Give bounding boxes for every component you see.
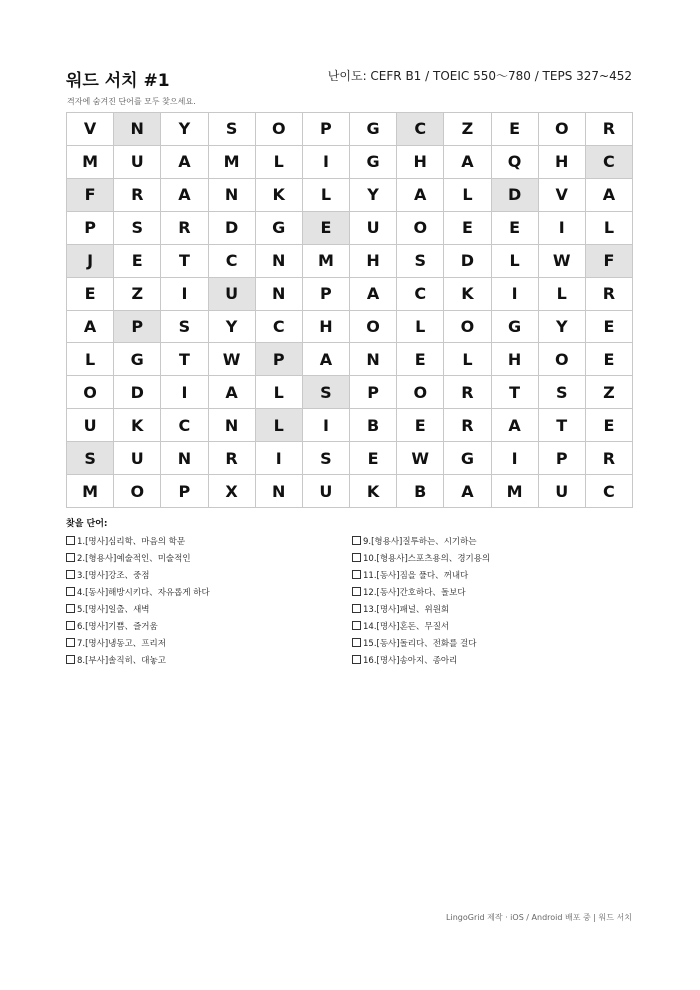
grid-cell[interactable]: A xyxy=(161,146,208,179)
grid-cell[interactable]: B xyxy=(397,475,444,508)
grid-cell[interactable]: N xyxy=(209,179,256,212)
grid-cell[interactable]: Y xyxy=(161,113,208,146)
clue-item xyxy=(66,549,352,566)
checkbox-icon[interactable] xyxy=(352,604,361,613)
grid-cell[interactable]: A xyxy=(303,343,350,376)
grid-cell[interactable]: C xyxy=(209,245,256,278)
grid-cell[interactable]: H xyxy=(303,311,350,344)
grid-cell[interactable]: C xyxy=(397,113,444,146)
grid-cell[interactable]: T xyxy=(539,409,586,442)
grid-cell[interactable]: X xyxy=(209,475,256,508)
grid-cell[interactable]: A xyxy=(397,179,444,212)
grid-cell[interactable]: R xyxy=(444,376,491,409)
grid-cell[interactable]: N xyxy=(114,113,161,146)
grid-cell[interactable]: H xyxy=(397,146,444,179)
clue-item xyxy=(352,634,552,651)
clue-item xyxy=(352,566,552,583)
grid-cell[interactable]: P xyxy=(539,442,586,475)
grid-cell[interactable]: S xyxy=(303,376,350,409)
grid-cell[interactable]: J xyxy=(67,245,114,278)
checkbox-icon[interactable] xyxy=(66,638,75,647)
grid-cell[interactable]: E xyxy=(67,278,114,311)
clue-text: 13.[명사]패널、위원회 xyxy=(363,604,450,615)
grid-cell[interactable]: Y xyxy=(539,311,586,344)
grid-cell[interactable]: A xyxy=(444,475,491,508)
grid-cell[interactable]: R xyxy=(114,179,161,212)
grid-cell[interactable]: E xyxy=(492,113,539,146)
grid-cell[interactable]: Z xyxy=(114,278,161,311)
grid-cell[interactable]: M xyxy=(67,475,114,508)
grid-cell[interactable]: D xyxy=(114,376,161,409)
grid-cell[interactable]: M xyxy=(67,146,114,179)
clue-text: 1.[명사]심리학、마음의 학문 xyxy=(77,536,186,547)
grid-cell[interactable]: A xyxy=(161,179,208,212)
clue-item xyxy=(66,532,352,549)
grid-cell[interactable]: P xyxy=(303,113,350,146)
checkbox-icon[interactable] xyxy=(352,655,361,664)
grid-cell[interactable]: L xyxy=(444,179,491,212)
clue-text: 8.[부사]솔직히、대놓고 xyxy=(77,655,166,666)
grid-cell[interactable]: C xyxy=(586,146,633,179)
grid-cell[interactable]: H xyxy=(539,146,586,179)
grid-cell[interactable]: C xyxy=(397,278,444,311)
grid-cell[interactable]: R xyxy=(586,442,633,475)
grid-cell[interactable]: W xyxy=(539,245,586,278)
grid-cell[interactable]: D xyxy=(209,212,256,245)
grid-cell[interactable]: P xyxy=(350,376,397,409)
grid-cell[interactable]: T xyxy=(492,376,539,409)
grid-cell[interactable]: A xyxy=(350,278,397,311)
clue-item xyxy=(66,617,352,634)
clue-text: 10.[형용사]스포츠용의、경기용의 xyxy=(363,553,491,564)
clue-item xyxy=(66,651,352,668)
grid-cell[interactable]: R xyxy=(444,409,491,442)
grid-cell[interactable]: P xyxy=(256,343,303,376)
grid-cell[interactable]: K xyxy=(350,475,397,508)
clue-item xyxy=(352,583,552,600)
grid-cell[interactable]: E xyxy=(114,245,161,278)
checkbox-icon[interactable] xyxy=(66,553,75,562)
grid-cell[interactable]: L xyxy=(539,278,586,311)
grid-cell[interactable]: Z xyxy=(444,113,491,146)
grid-cell[interactable]: G xyxy=(444,442,491,475)
words-to-find-label: 찾을 단어: xyxy=(66,519,108,529)
grid-cell[interactable]: M xyxy=(492,475,539,508)
grid-cell[interactable]: S xyxy=(303,442,350,475)
grid-cell[interactable]: L xyxy=(586,212,633,245)
grid-cell[interactable]: S xyxy=(539,376,586,409)
grid-cell[interactable]: S xyxy=(209,113,256,146)
clue-text: 2.[형용사]예술적인、미술적인 xyxy=(77,553,191,564)
grid-cell[interactable]: A xyxy=(67,311,114,344)
grid-cell[interactable]: I xyxy=(161,278,208,311)
grid-cell[interactable]: O xyxy=(350,311,397,344)
grid-cell[interactable]: E xyxy=(303,212,350,245)
grid-cell[interactable]: L xyxy=(397,311,444,344)
grid-cell[interactable]: O xyxy=(114,475,161,508)
clue-text: 4.[동사]해방시키다、자유롭게 하다 xyxy=(77,587,210,598)
grid-cell[interactable]: L xyxy=(492,245,539,278)
grid-cell[interactable]: G xyxy=(492,311,539,344)
grid-cell[interactable]: W xyxy=(209,343,256,376)
grid-cell[interactable]: N xyxy=(256,278,303,311)
grid-cell[interactable]: G xyxy=(114,343,161,376)
grid-cell[interactable]: L xyxy=(256,376,303,409)
grid-cell[interactable]: C xyxy=(586,475,633,508)
grid-cell[interactable]: E xyxy=(492,212,539,245)
checkbox-icon[interactable] xyxy=(66,655,75,664)
grid-cell[interactable]: S xyxy=(67,442,114,475)
checkbox-icon[interactable] xyxy=(352,553,361,562)
clue-item xyxy=(66,566,352,583)
grid-cell[interactable]: O xyxy=(397,376,444,409)
grid-cell[interactable]: V xyxy=(67,113,114,146)
grid-cell[interactable]: P xyxy=(303,278,350,311)
grid-cell[interactable]: M xyxy=(303,245,350,278)
grid-cell[interactable]: U xyxy=(114,146,161,179)
grid-cell[interactable]: Y xyxy=(350,179,397,212)
clue-item xyxy=(66,600,352,617)
grid-cell[interactable]: B xyxy=(350,409,397,442)
grid-cell[interactable]: S xyxy=(161,311,208,344)
grid-cell[interactable]: O xyxy=(539,113,586,146)
grid-cell[interactable]: T xyxy=(161,245,208,278)
grid-cell[interactable]: P xyxy=(161,475,208,508)
grid-cell[interactable]: Q xyxy=(492,146,539,179)
grid-cell[interactable]: G xyxy=(350,113,397,146)
grid-cell[interactable]: K xyxy=(444,278,491,311)
grid-cell[interactable]: D xyxy=(444,245,491,278)
grid-cell[interactable]: E xyxy=(586,311,633,344)
grid-cell[interactable]: K xyxy=(256,179,303,212)
grid-cell[interactable]: N xyxy=(256,245,303,278)
grid-cell[interactable]: N xyxy=(161,442,208,475)
grid-cell[interactable]: G xyxy=(350,146,397,179)
grid-cell[interactable]: E xyxy=(586,409,633,442)
grid-cell[interactable]: R xyxy=(209,442,256,475)
grid-cell[interactable]: O xyxy=(539,343,586,376)
clue-text: 14.[명사]혼돈、무질서 xyxy=(363,621,450,632)
clue-text: 15.[동사]돌리다、전화를 걸다 xyxy=(363,638,477,649)
grid-cell[interactable]: C xyxy=(161,409,208,442)
clue-text: 5.[명사]일출、새벽 xyxy=(77,604,150,615)
grid-cell[interactable]: A xyxy=(209,376,256,409)
grid-cell[interactable]: F xyxy=(67,179,114,212)
clue-item xyxy=(352,549,552,566)
grid-cell[interactable]: L xyxy=(256,409,303,442)
grid-cell[interactable]: I xyxy=(492,278,539,311)
grid-cell[interactable]: I xyxy=(256,442,303,475)
grid-cell[interactable]: A xyxy=(492,409,539,442)
grid-cell[interactable]: P xyxy=(67,212,114,245)
grid-cell[interactable]: I xyxy=(539,212,586,245)
grid-cell[interactable]: R xyxy=(161,212,208,245)
grid-cell[interactable]: M xyxy=(209,146,256,179)
grid-cell[interactable]: H xyxy=(350,245,397,278)
clue-item xyxy=(66,583,352,600)
grid-cell[interactable]: E xyxy=(397,343,444,376)
grid-cell[interactable]: A xyxy=(444,146,491,179)
checkbox-icon[interactable] xyxy=(352,621,361,630)
checkbox-icon[interactable] xyxy=(352,536,361,545)
grid-cell[interactable]: V xyxy=(539,179,586,212)
checkbox-icon[interactable] xyxy=(352,570,361,579)
grid-cell[interactable]: D xyxy=(492,179,539,212)
grid-cell[interactable]: W xyxy=(397,442,444,475)
clue-list xyxy=(66,532,546,668)
grid-cell[interactable]: U xyxy=(350,212,397,245)
grid-cell[interactable]: I xyxy=(303,146,350,179)
clue-text: 12.[동사]간호하다、돌보다 xyxy=(363,587,466,598)
grid-cell[interactable]: T xyxy=(161,343,208,376)
checkbox-icon[interactable] xyxy=(66,587,75,596)
grid-cell[interactable]: R xyxy=(586,278,633,311)
grid-cell[interactable]: S xyxy=(114,212,161,245)
footer-credit: LingoGrid 제작 · iOS / Android 배포 중 | 워드 서치 xyxy=(446,913,632,922)
grid-cell[interactable]: E xyxy=(350,442,397,475)
grid-cell[interactable]: Y xyxy=(209,311,256,344)
grid-cell[interactable]: N xyxy=(209,409,256,442)
checkbox-icon[interactable] xyxy=(352,638,361,647)
grid-cell[interactable]: U xyxy=(67,409,114,442)
clue-item xyxy=(352,600,552,617)
clue-text: 7.[명사]냉동고、프리저 xyxy=(77,638,166,649)
clue-item xyxy=(352,532,552,549)
grid-cell[interactable]: I xyxy=(492,442,539,475)
grid-cell[interactable]: K xyxy=(114,409,161,442)
grid-cell[interactable]: S xyxy=(397,245,444,278)
grid-cell[interactable]: H xyxy=(492,343,539,376)
grid-cell[interactable]: U xyxy=(114,442,161,475)
clue-text: 3.[명사]강조、중점 xyxy=(77,570,150,581)
difficulty-level: 난이도: CEFR B1 / TOEIC 550〜780 / TEPS 327~452 xyxy=(327,69,632,83)
clue-text: 6.[명사]기쁨、즐거움 xyxy=(77,621,158,632)
grid-cell[interactable]: N xyxy=(350,343,397,376)
grid-cell[interactable]: E xyxy=(586,343,633,376)
grid-cell[interactable]: Z xyxy=(586,376,633,409)
checkbox-icon[interactable] xyxy=(66,570,75,579)
clue-text: 9.[형용사]질투하는、시기하는 xyxy=(363,536,477,547)
grid-cell[interactable]: G xyxy=(256,212,303,245)
grid-cell[interactable]: C xyxy=(256,311,303,344)
checkbox-icon[interactable] xyxy=(352,587,361,596)
clue-item xyxy=(66,634,352,651)
grid-cell[interactable]: O xyxy=(256,113,303,146)
grid-cell[interactable]: U xyxy=(539,475,586,508)
clue-text: 16.[명사]송아지、종아리 xyxy=(363,655,458,666)
grid-cell[interactable]: E xyxy=(397,409,444,442)
page-title: 워드 서치 #1 xyxy=(66,71,170,91)
grid-cell[interactable]: U xyxy=(303,475,350,508)
grid-cell[interactable]: R xyxy=(586,113,633,146)
grid-cell[interactable]: N xyxy=(256,475,303,508)
grid-cell[interactable]: E xyxy=(444,212,491,245)
checkbox-icon[interactable] xyxy=(66,621,75,630)
grid-cell[interactable]: L xyxy=(256,146,303,179)
grid-cell[interactable]: U xyxy=(209,278,256,311)
grid-cell[interactable]: F xyxy=(586,245,633,278)
letter-grid xyxy=(66,112,633,508)
instructions: 격자에 숨겨진 단어를 모두 찾으세요. xyxy=(67,97,196,106)
clue-item xyxy=(352,651,552,668)
grid-cell[interactable]: I xyxy=(303,409,350,442)
checkbox-icon[interactable] xyxy=(66,536,75,545)
grid-cell[interactable]: O xyxy=(397,212,444,245)
grid-cell[interactable]: L xyxy=(444,343,491,376)
clue-text: 11.[동사]짐을 풀다、꺼내다 xyxy=(363,570,469,581)
clue-item xyxy=(352,617,552,634)
grid-cell[interactable]: L xyxy=(303,179,350,212)
grid-cell[interactable]: O xyxy=(444,311,491,344)
grid-cell[interactable]: A xyxy=(586,179,633,212)
grid-cell[interactable]: O xyxy=(67,376,114,409)
checkbox-icon[interactable] xyxy=(66,604,75,613)
grid-cell[interactable]: I xyxy=(161,376,208,409)
grid-cell[interactable]: L xyxy=(67,343,114,376)
grid-cell[interactable]: P xyxy=(114,311,161,344)
